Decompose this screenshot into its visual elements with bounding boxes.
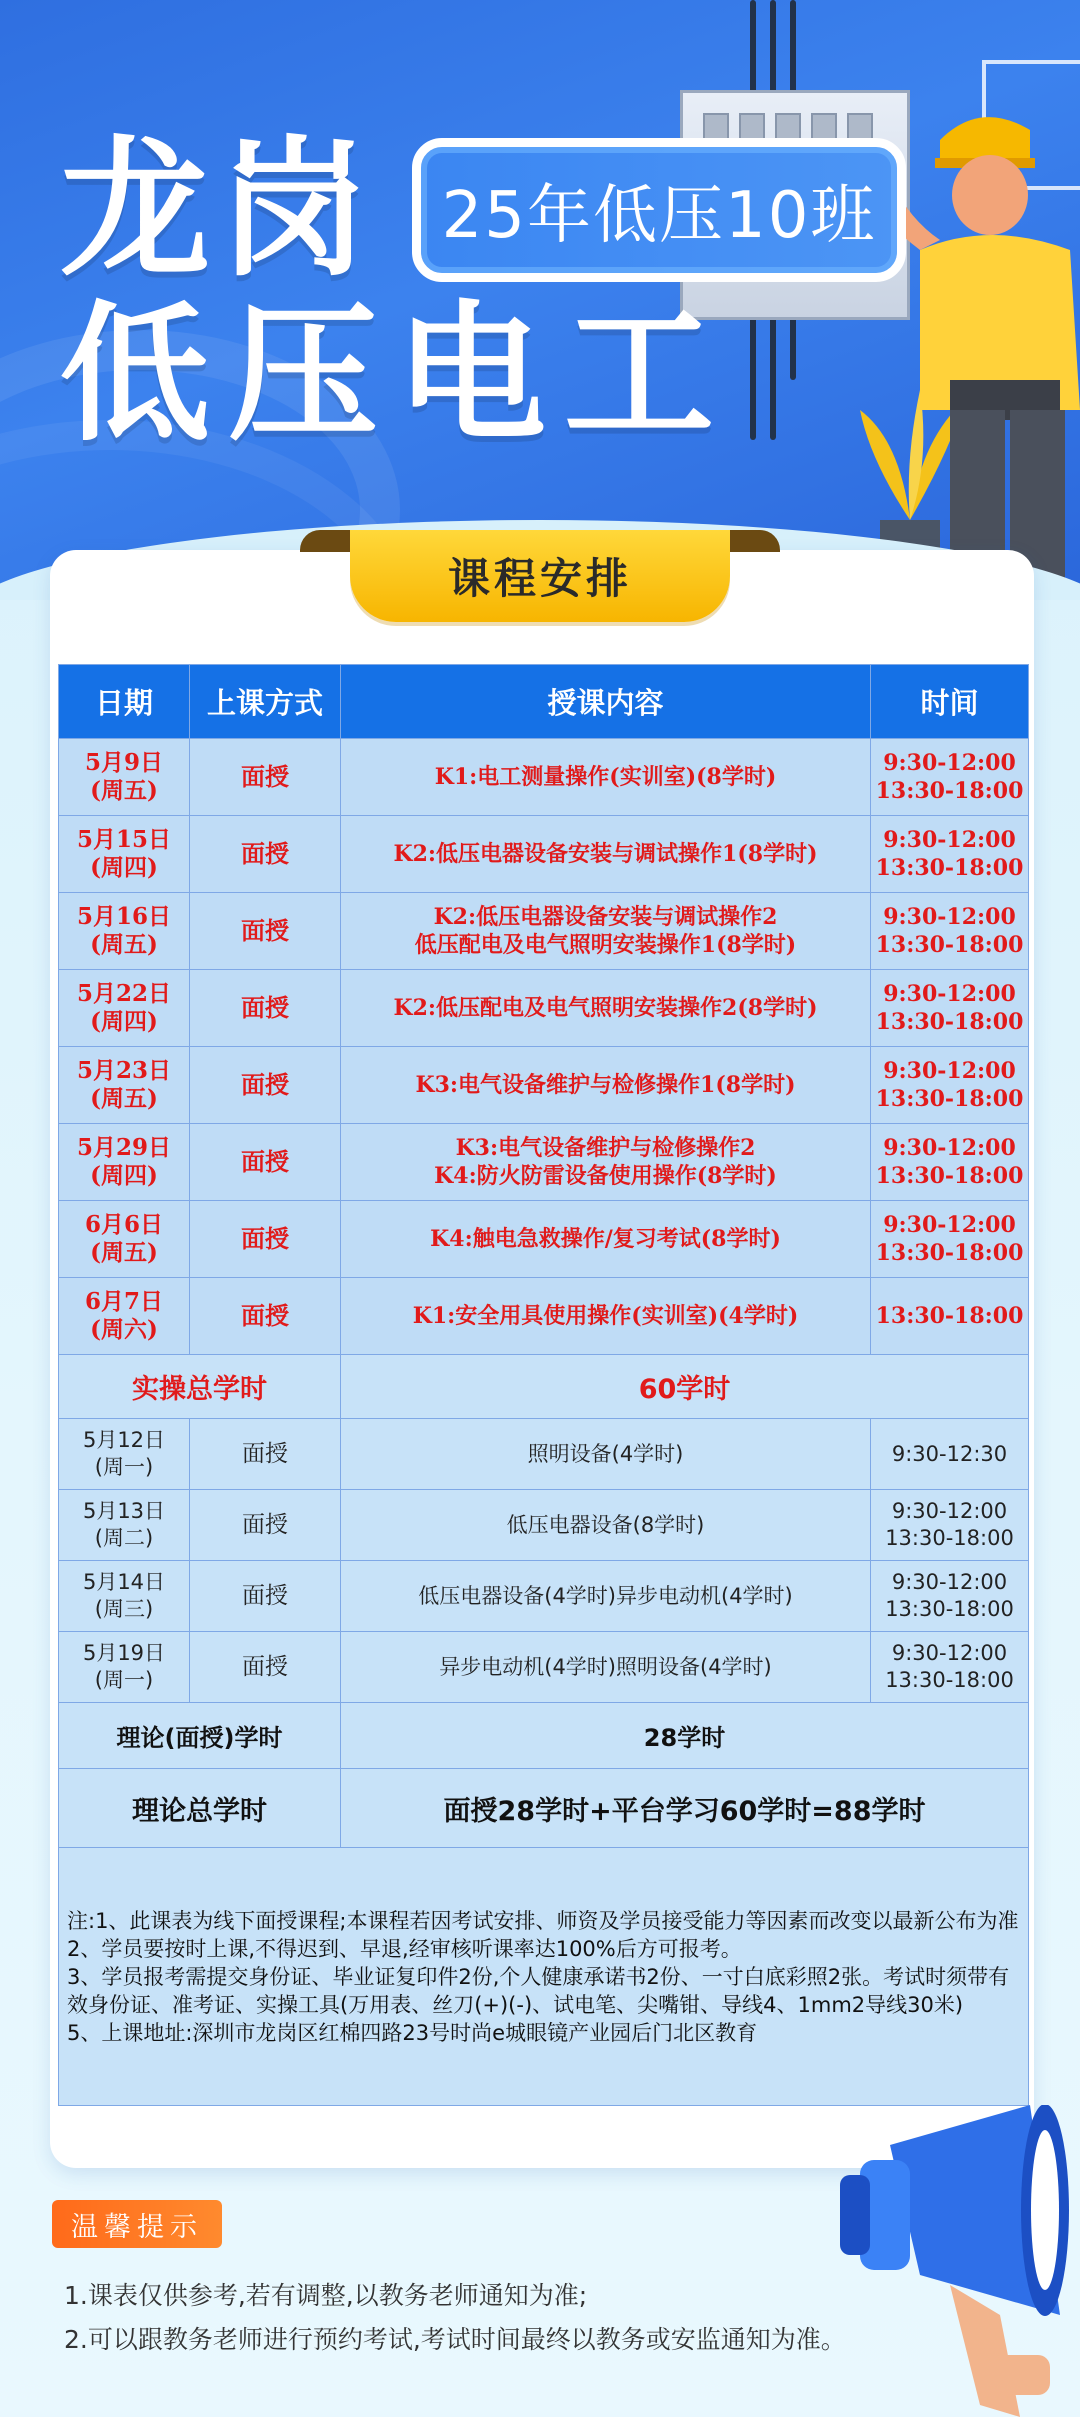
table-row — [59, 1632, 1029, 1703]
theory-total-label: 理论总学时 — [59, 1769, 341, 1848]
table-row — [59, 1047, 1029, 1124]
tab-ear — [300, 530, 350, 552]
date-cell: 5月13日 (周二) — [59, 1490, 190, 1561]
time-cell: 9:30-12:00 13:30-18:00 — [871, 970, 1029, 1047]
date-cell: 6月6日 (周五) — [59, 1201, 190, 1278]
note-line: 注:1、此课表为线下面授课程;本课程若因考试安排、师资及学员接受能力等因素而改变以最新公布为准 — [67, 1908, 1019, 1933]
date-cell: 5月15日 (周四) — [59, 816, 190, 893]
table-row — [59, 893, 1029, 970]
date-cell: 5月16日 (周五) — [59, 893, 190, 970]
method-cell: 面授 — [190, 739, 341, 816]
content-cell: K3:电气设备维护与检修操作1(8学时) — [341, 1047, 871, 1124]
worker-illustration — [880, 80, 1080, 600]
table-row — [59, 816, 1029, 893]
date-cell: 5月29日 (周四) — [59, 1124, 190, 1201]
content-cell: 异步电动机(4学时)照明设备(4学时) — [341, 1632, 871, 1703]
content-cell: K1:安全用具使用操作(实训室)(4学时) — [341, 1278, 871, 1355]
banner-title-line2: 低压电工 — [60, 288, 733, 462]
content-cell: K4:触电急救操作/复习考试(8学时) — [341, 1201, 871, 1278]
header-time: 时间 — [871, 665, 1029, 739]
table-row — [59, 1201, 1029, 1278]
time-cell: 9:30-12:00 13:30-18:00 — [871, 739, 1029, 816]
content-cell: K2:低压电器设备安装与调试操作1(8学时) — [341, 816, 871, 893]
header-method: 上课方式 — [190, 665, 341, 739]
table-row — [59, 1561, 1029, 1632]
time-cell: 9:30-12:00 13:30-18:00 — [871, 816, 1029, 893]
content-cell: K1:电工测量操作(实训室)(8学时) — [341, 739, 871, 816]
content-cell: 照明设备(4学时) — [341, 1419, 871, 1490]
date-cell: 5月22日 (周四) — [59, 970, 190, 1047]
practical-total-label: 实操总学时 — [59, 1355, 341, 1419]
time-cell: 9:30-12:00 13:30-18:00 — [871, 1201, 1029, 1278]
method-cell: 面授 — [190, 893, 341, 970]
method-cell: 面授 — [190, 1561, 341, 1632]
theory-hours-label: 理论(面授)学时 — [59, 1703, 341, 1769]
date-cell: 5月14日 (周三) — [59, 1561, 190, 1632]
header-content: 授课内容 — [341, 665, 871, 739]
theory-total-value: 面授28学时+平台学习60学时=88学时 — [341, 1769, 1029, 1848]
header-date: 日期 — [59, 665, 190, 739]
time-cell: 13:30-18:00 — [871, 1278, 1029, 1355]
date-cell: 5月9日 (周五) — [59, 739, 190, 816]
banner-title-line1: 龙岗 — [60, 123, 377, 297]
table-row — [59, 970, 1029, 1047]
practical-total-row — [59, 1355, 1029, 1419]
time-cell: 9:30-12:00 13:30-18:00 — [871, 1047, 1029, 1124]
class-badge: 25年低压10班 — [412, 138, 906, 282]
time-cell: 9:30-12:00 13:30-18:00 — [871, 1561, 1029, 1632]
time-cell: 9:30-12:00 13:30-18:00 — [871, 893, 1029, 970]
note-line: 5、上课地址:深圳市龙岗区红棉四路23号时尚e城眼镜产业园后门北区教育 — [67, 2020, 758, 2045]
content-cell: K2:低压电器设备安装与调试操作2 低压配电及电气照明安装操作1(8学时) — [341, 893, 871, 970]
table-row — [59, 1490, 1029, 1561]
method-cell: 面授 — [190, 1632, 341, 1703]
content-cell: 低压电器设备(8学时) — [341, 1490, 871, 1561]
table-row — [59, 739, 1029, 816]
note-line: 3、学员报考需提交身份证、毕业证复印件2份,个人健康承诺书2份、一寸白底彩照2张。考试时须带有效身份证、准考证、实操工具(万用表、丝刀(+)(-)、试电笔、尖嘴钳、导线4、1mm2导线30米) — [67, 1964, 1010, 2017]
method-cell: 面授 — [190, 1047, 341, 1124]
method-cell: 面授 — [190, 1124, 341, 1201]
theory-hours-value: 28学时 — [341, 1703, 1029, 1769]
time-cell: 9:30-12:00 13:30-18:00 — [871, 1632, 1029, 1703]
tip-line: 2.可以跟教务老师进行预约考试,考试时间最终以教务或安监通知为准。 — [64, 2325, 846, 2354]
schedule-table — [58, 664, 1029, 2106]
notes-cell — [59, 1848, 1029, 2106]
time-cell: 9:30-12:00 13:30-18:00 — [871, 1124, 1029, 1201]
table-row — [59, 1278, 1029, 1355]
date-cell: 5月23日 (周五) — [59, 1047, 190, 1124]
method-cell: 面授 — [190, 1490, 341, 1561]
method-cell: 面授 — [190, 816, 341, 893]
time-cell: 9:30-12:00 13:30-18:00 — [871, 1490, 1029, 1561]
table-row — [59, 1419, 1029, 1490]
tips-label: 温馨提示 — [52, 2200, 222, 2248]
content-cell: K2:低压配电及电气照明安装操作2(8学时) — [341, 970, 871, 1047]
time-cell: 9:30-12:30 — [871, 1419, 1029, 1490]
notes-row — [59, 1848, 1029, 2106]
method-cell: 面授 — [190, 1419, 341, 1490]
method-cell: 面授 — [190, 1201, 341, 1278]
note-line: 2、学员要按时上课,不得迟到、早退,经审核听课率达100%后方可报考。 — [67, 1936, 742, 1961]
megaphone-illustration — [830, 2105, 1080, 2417]
date-cell: 5月12日 (周一) — [59, 1419, 190, 1490]
theory-total-row — [59, 1769, 1029, 1848]
table-row — [59, 1124, 1029, 1201]
date-cell: 5月19日 (周一) — [59, 1632, 190, 1703]
table-header-row — [59, 665, 1029, 739]
date-cell: 6月7日 (周六) — [59, 1278, 190, 1355]
section-title: 课程安排 — [350, 530, 730, 622]
tip-line: 1.课表仅供参考,若有调整,以教务老师通知为准; — [64, 2281, 588, 2310]
practical-total-value: 60学时 — [341, 1355, 1029, 1419]
method-cell: 面授 — [190, 1278, 341, 1355]
content-cell: K3:电气设备维护与检修操作2 K4:防火防雷设备使用操作(8学时) — [341, 1124, 871, 1201]
content-cell: 低压电器设备(4学时)异步电动机(4学时) — [341, 1561, 871, 1632]
theory-hours-row — [59, 1703, 1029, 1769]
method-cell: 面授 — [190, 970, 341, 1047]
